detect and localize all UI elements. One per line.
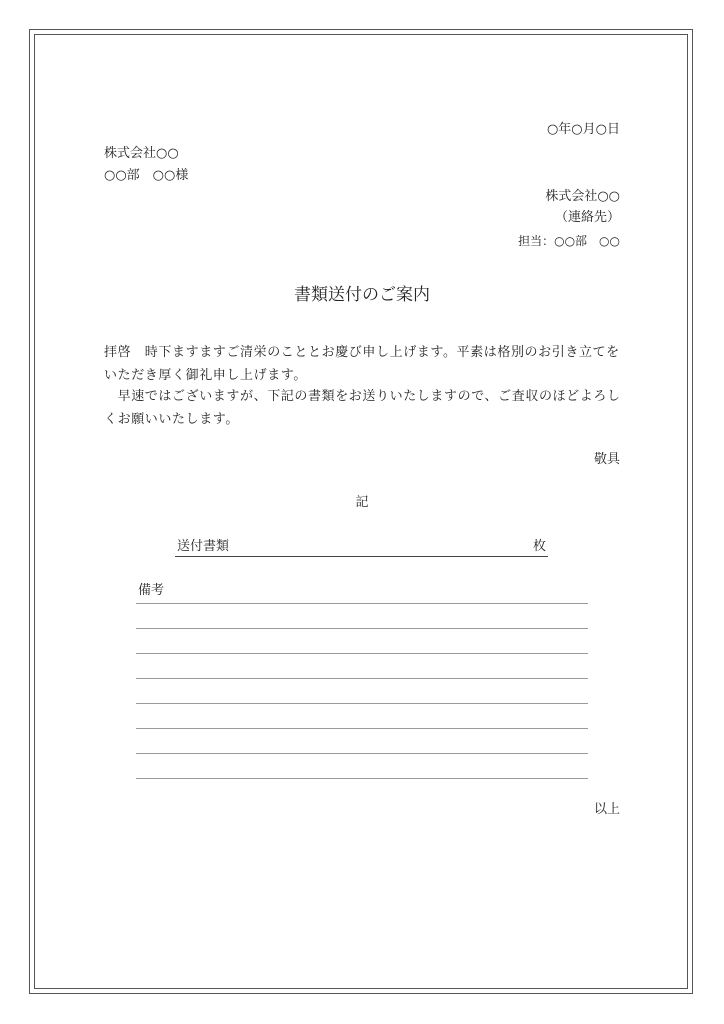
letter-title: 書類送付のご案内 — [294, 285, 430, 305]
recipient-person: ○○部 ○○様 — [104, 168, 189, 183]
sender-person: 担当：○○部 ○○ — [518, 234, 620, 248]
end-mark: 以上 — [593, 802, 620, 817]
recipient-company: 株式会社○○ — [104, 146, 179, 161]
body-paragraph-greeting: 拝啓 時下ますますご清栄のこととお慶び申し上げます。平素は格別のお引き立てをいただき厚く御礼申し上げます。 — [104, 345, 620, 383]
body-paragraph-request: 早速ではございますが、下記の書類をお送りいたしますので、ご査収のほどよろしくお願いいたします。 — [104, 389, 621, 427]
documents-label: 送付書類 — [177, 539, 230, 554]
closing-phrase: 敬具 — [593, 452, 620, 467]
remarks-line — [136, 778, 588, 779]
remarks-label: 備考 — [138, 583, 165, 598]
documents-row — [175, 538, 548, 557]
date: ○年○月○日 — [546, 122, 620, 137]
remarks-line — [136, 678, 588, 679]
remarks-line — [136, 628, 588, 629]
remarks-line — [136, 728, 588, 729]
remarks-line — [136, 753, 588, 754]
sender-contact: （連絡先） — [554, 210, 620, 225]
remarks-line — [136, 603, 588, 604]
remarks-line — [136, 653, 588, 654]
ki-heading: 記 — [355, 495, 369, 510]
documents-unit: 枚 — [532, 539, 546, 554]
sender-company: 株式会社○○ — [545, 189, 620, 204]
remarks-line — [136, 703, 588, 704]
